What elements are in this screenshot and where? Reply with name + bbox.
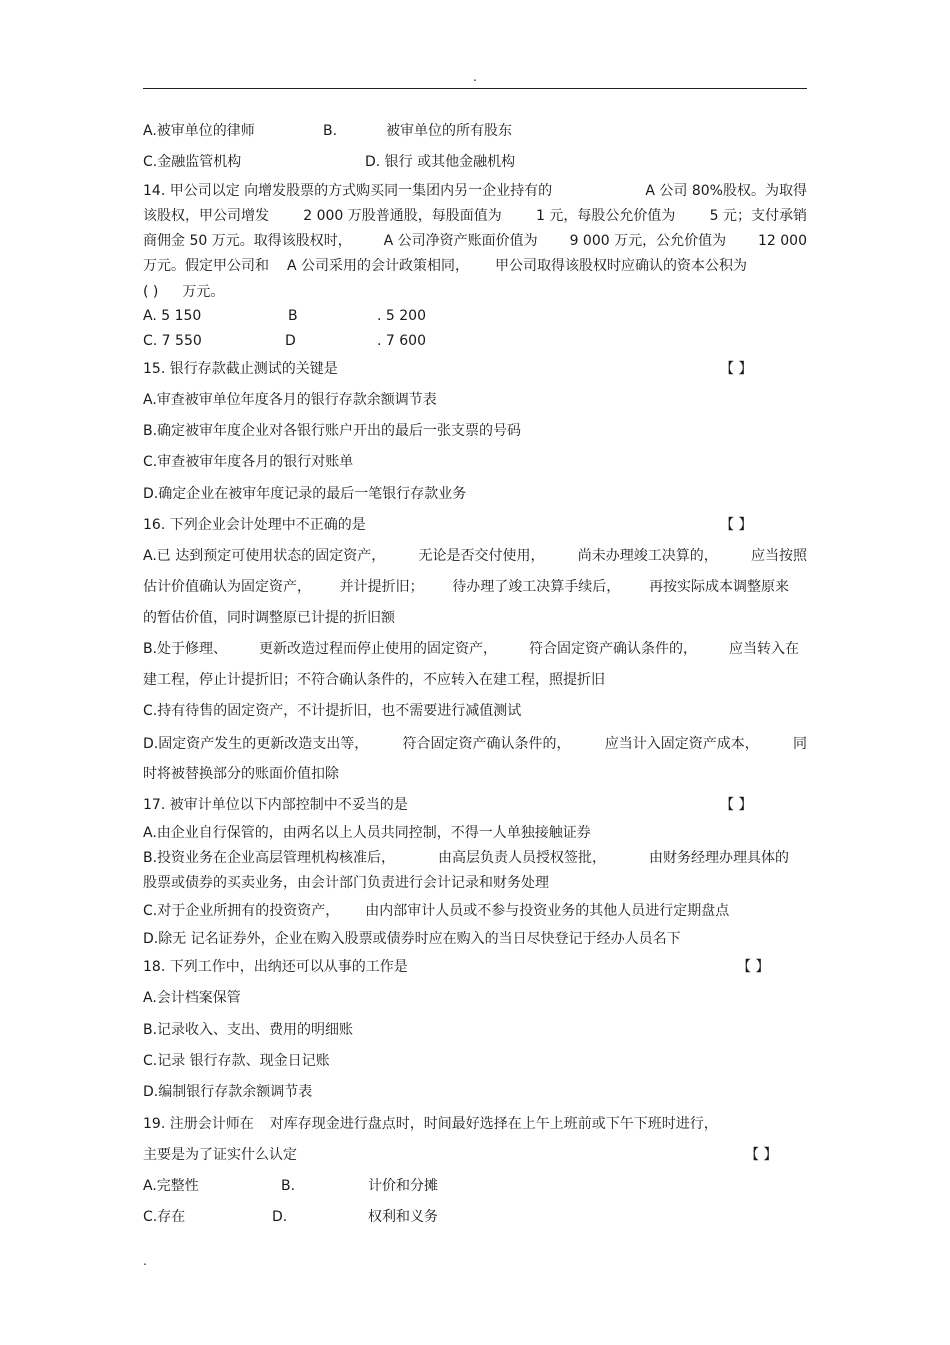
- q15-option-d: D.确定企业在被审年度记录的最后一笔银行存款业务: [143, 486, 467, 502]
- q14-stem-line-5: ( ) 万元。: [143, 284, 225, 300]
- q16-option-a-line-1: A.已 达到预定可使用状态的固定资产， 无论是否交付使用， 尚未办理竣工决算的， 应当按照: [143, 548, 807, 564]
- q14-option-d-letter: D: [285, 333, 296, 349]
- q19-stem-line-2: 主要是为了证实什么认定: [143, 1147, 297, 1163]
- q15-answer-bracket: 【 】: [720, 361, 753, 377]
- q19-stem-line-1: 19. 注册会计师在 对库存现金进行盘点时，时间最好选择在上午上班前或下午下班时进行，: [143, 1116, 718, 1132]
- q17-option-c: C.对于企业所拥有的投资资产， 由内部审计人员或不参与投资业务的其他人员进行定期盘点: [143, 903, 730, 919]
- q13-option-a: A.被审单位的律师: [143, 123, 255, 139]
- q15-option-a: A.审查被审单位年度各月的银行存款余额调节表: [143, 392, 437, 408]
- q14-option-b-value: . 5 200: [377, 308, 426, 324]
- q17-answer-bracket: 【 】: [720, 797, 753, 813]
- q14-option-c: C. 7 550: [143, 333, 202, 349]
- q14-stem-line-4: 万元。假定甲公司和 A 公司采用的会计政策相同， 甲公司取得该股权时应确认的资本公积为: [143, 258, 748, 274]
- q18-option-b: B.记录收入、支出、费用的明细账: [143, 1022, 354, 1038]
- q18-stem: 18. 下列工作中，出纳还可以从事的工作是: [143, 959, 408, 975]
- q17-stem: 17. 被审计单位以下内部控制中不妥当的是: [143, 797, 408, 813]
- q18-option-a: A.会计档案保管: [143, 990, 241, 1006]
- q19-option-a: A.完整性: [143, 1178, 199, 1194]
- q14-stem-line-1: 14. 甲公司以定 向增发股票的方式购买同一集团内另一企业持有的 A 公司 80%股权。为取得: [143, 183, 807, 199]
- header-dot: .: [473, 70, 477, 84]
- q14-stem-line-3: 商佣金 50 万元。取得该股权时， A 公司净资产账面价值为 9 000 万元，公允价值为 12 000: [143, 233, 807, 249]
- q13-option-b-letter: B.: [323, 123, 338, 139]
- q13-option-d: D. 银行 或其他金融机构: [365, 154, 516, 170]
- q16-answer-bracket: 【 】: [720, 517, 753, 533]
- q17-option-d: D.除无 记名证券外，企业在购入股票或债券时应在购入的当日尽快登记于经办人员名下: [143, 931, 681, 947]
- q17-option-b-line-1: B.投资业务在企业高层管理机构核准后， 由高层负责人员授权签批， 由财务经理办理具体的: [143, 850, 789, 866]
- q15-option-c: C.审查被审年度各月的银行对账单: [143, 454, 354, 470]
- q14-option-d-value: . 7 600: [377, 333, 426, 349]
- footer-dot: .: [143, 1254, 147, 1268]
- q17-option-b-line-2: 股票或债券的买卖业务，由会计部门负责进行会计记录和财务处理: [143, 875, 549, 891]
- q14-stem-line-2: 该股权，甲公司增发 2 000 万股普通股，每股面值为 1 元，每股公允价值为 5 元；支付承销: [143, 208, 807, 224]
- q16-option-b-line-2: 建工程，停止计提折旧；不符合确认条件的，不应转入在建工程，照提折旧: [143, 672, 605, 688]
- header-rule: [143, 88, 807, 89]
- q18-option-c: C.记录 银行存款、现金日记账: [143, 1053, 330, 1069]
- q15-option-b: B.确定被审年度企业对各银行账户开出的最后一张支票的号码: [143, 423, 522, 439]
- q18-answer-bracket: 【 】: [737, 959, 770, 975]
- q14-option-b-letter: B: [288, 308, 298, 324]
- q16-option-c: C.持有待售的固定资产，不计提折旧，也不需要进行减值测试: [143, 703, 522, 719]
- q13-option-c: C.金融监管机构: [143, 154, 242, 170]
- q17-option-a: A.由企业自行保管的，由两名以上人员共同控制，不得一人单独接触证券: [143, 825, 591, 841]
- q16-option-d-line-1: D.固定资产发生的更新改造支出等， 符合固定资产确认条件的， 应当计入固定资产成本， 同: [143, 736, 807, 752]
- q16-option-a-line-2: 估计价值确认为固定资产， 并计提折旧； 待办理了竣工决算手续后， 再按实际成本调整原来: [143, 579, 789, 595]
- q14-option-a: A. 5 150: [143, 308, 202, 324]
- q19-option-b-text: 计价和分摊: [368, 1178, 438, 1194]
- q18-option-d: D.编制银行存款余额调节表: [143, 1084, 313, 1100]
- q16-option-d-line-2: 时将被替换部分的账面价值扣除: [143, 766, 339, 782]
- q16-option-a-line-3: 的暂估价值，同时调整原已计提的折旧额: [143, 610, 395, 626]
- q19-option-c: C.存在: [143, 1209, 186, 1225]
- q16-option-b-line-1: B.处于修理、 更新改造过程而停止使用的固定资产， 符合固定资产确认条件的， 应当转入在: [143, 641, 799, 657]
- q13-option-b-text: 被审单位的所有股东: [386, 123, 512, 139]
- q19-option-d-text: 权利和义务: [368, 1209, 438, 1225]
- q19-answer-bracket: 【 】: [745, 1147, 778, 1163]
- q15-stem: 15. 银行存款截止测试的关键是: [143, 361, 338, 377]
- q16-stem: 16. 下列企业会计处理中不正确的是: [143, 517, 366, 533]
- q19-option-d-letter: D.: [272, 1209, 288, 1225]
- q19-option-b-letter: B.: [281, 1178, 296, 1194]
